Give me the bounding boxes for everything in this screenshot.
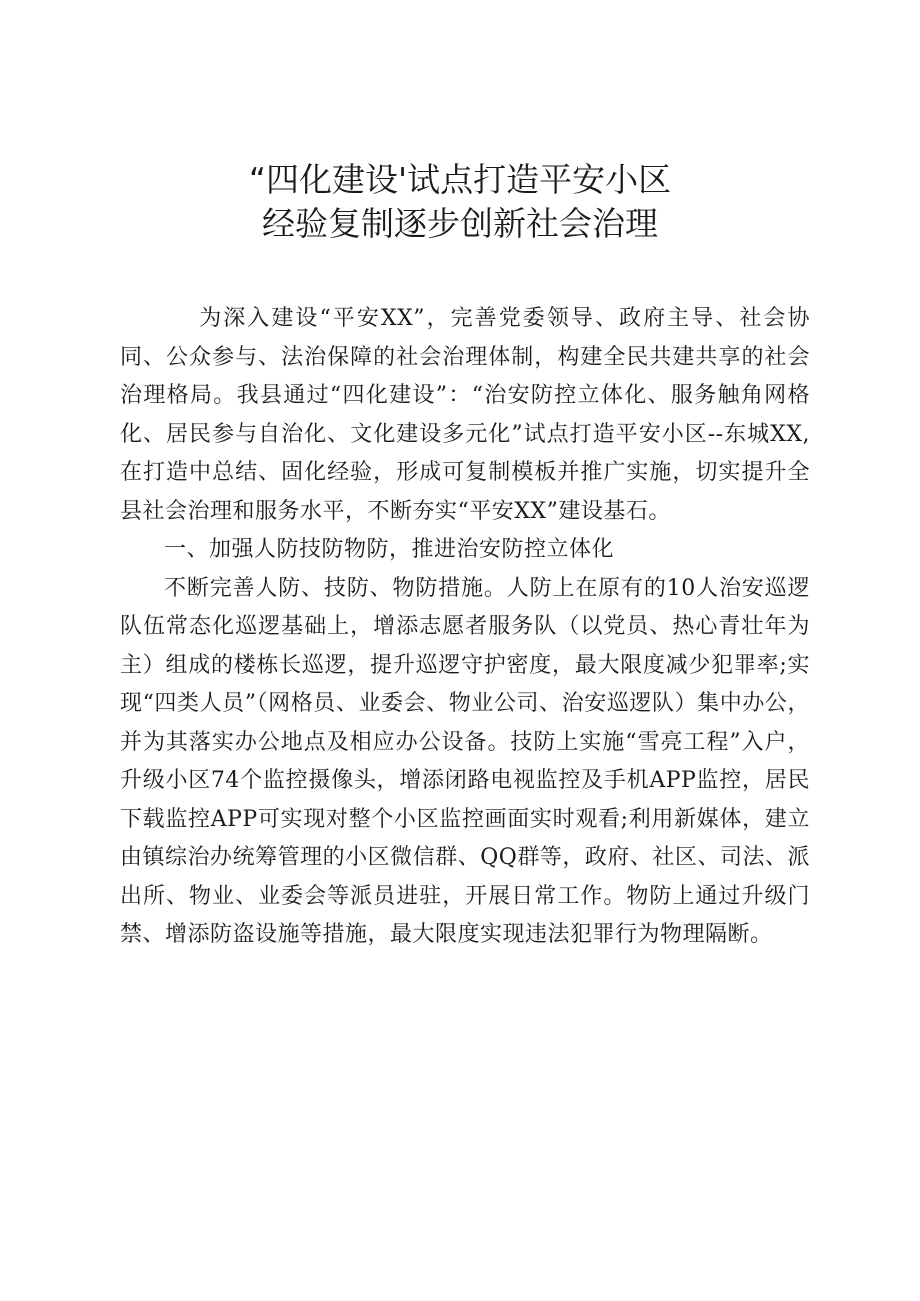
title-line-2: 经验复制逐步创新社会治理 bbox=[262, 204, 658, 243]
document-title bbox=[0, 158, 920, 246]
title-line-1: “四化建设'试点打造平安小区 bbox=[248, 160, 672, 199]
intro-paragraph: 为深入建设“平安XX”，完善党委领导、政府主导、社会协同、公众参与、法治保障的社会治理体制，构建全民共建共享的社会治理格局。我县通过“四化建设”：“治安防控立体化、服务触角网格化、居民参与自治化、文化建设多元化”试点打造平安小区--东城XX,在打造中总结、固化经验，形成可复制模板并推广实施，切实提升全县社会治理和服务水平，不断夯实“平安XX”建设基石。 bbox=[120, 306, 810, 524]
document-body bbox=[120, 300, 810, 955]
section-paragraph-1: 不断完善人防、技防、物防措施。人防上在原有的10人治安巡逻队伍常态化巡逻基础上，增添志愿者服务队（以党员、热心青壮年为主）组成的楼栋长巡逻，提升巡逻守护密度，最大限度减少犯罪率;实现“四类人员”（网格员、业委会、物业公司、治安巡逻队）集中办公，并为其落实办公地点及相应办公设备。技防上实施“雪亮工程”入户，升级小区74个监控摄像头，增添闭路电视监控及手机APP监控，居民下载监控APP可实现对整个小区监控画面实时观看;利用新媒体，建立由镇综治办统筹管理的小区微信群、QQ群等，政府、社区、司法、派出所、物业、业委会等派员进驻，开展日常工作。物防上通过升级门禁、增添防盗设施等措施，最大限度实现违法犯罪行为物理隔断。 bbox=[120, 575, 810, 947]
section-heading-1: 一、加强人防技防物防，推进治安防控立体化 bbox=[164, 537, 615, 562]
